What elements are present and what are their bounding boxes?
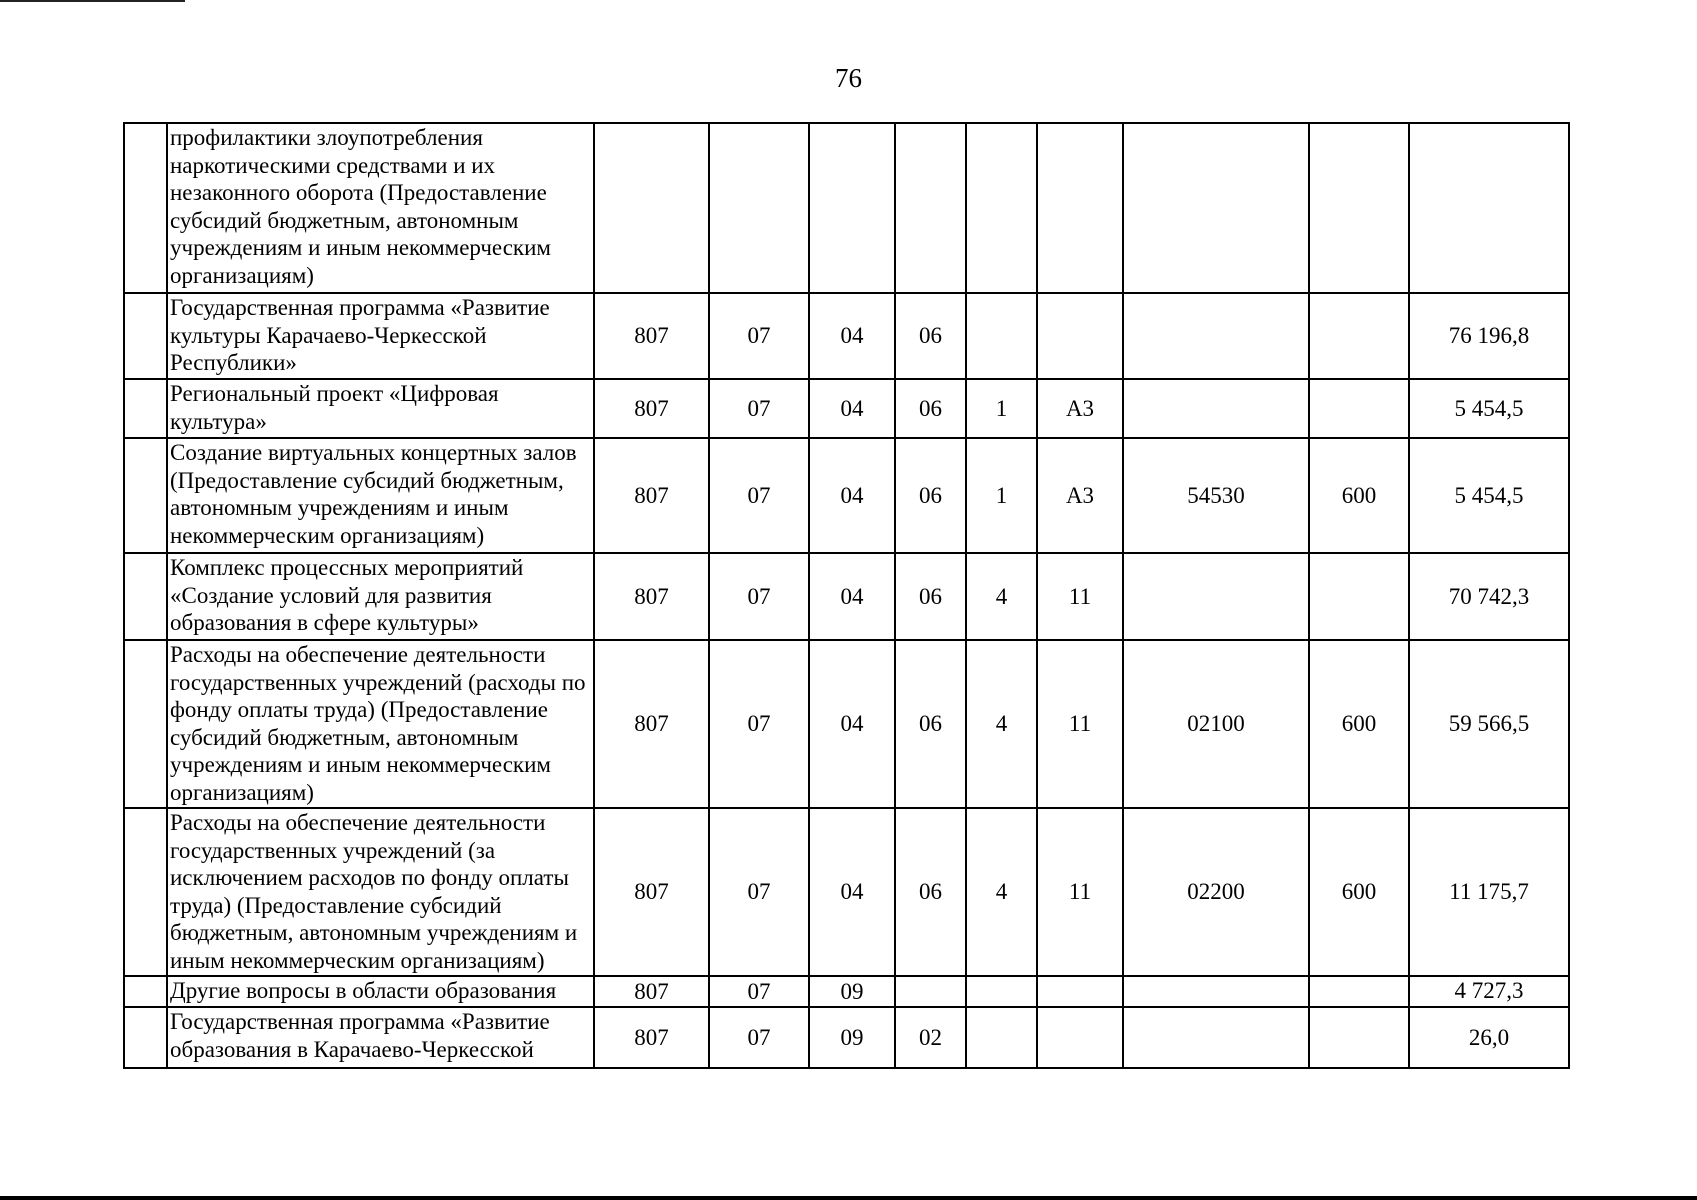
target-code-subprogram [1037, 1007, 1123, 1068]
amount: 59 566,5 [1409, 640, 1569, 808]
target-code-direction [1123, 553, 1309, 640]
section-code [709, 123, 809, 293]
target-code-direction: 02100 [1123, 640, 1309, 808]
subsection-code: 09 [809, 1007, 895, 1068]
ved-code: 807 [594, 553, 709, 640]
row-number-cell [124, 293, 167, 379]
expense-type-code: 600 [1309, 808, 1409, 976]
section-code: 07 [709, 438, 809, 553]
section-code: 07 [709, 808, 809, 976]
expense-type-code [1309, 379, 1409, 438]
top-edge-line [0, 0, 185, 2]
expense-type-code [1309, 1007, 1409, 1068]
ved-code: 807 [594, 640, 709, 808]
target-code-type: 1 [966, 438, 1037, 553]
target-code-type: 1 [966, 379, 1037, 438]
target-code-program: 06 [895, 293, 966, 379]
subsection-code: 09 [809, 976, 895, 1007]
page-number: 76 [835, 63, 862, 93]
table-row [124, 1007, 1569, 1068]
target-code-program: 06 [895, 379, 966, 438]
target-code-program [895, 123, 966, 293]
target-code-subprogram [1037, 123, 1123, 293]
ved-code: 807 [594, 976, 709, 1007]
ved-code: 807 [594, 808, 709, 976]
expense-type-code [1309, 553, 1409, 640]
item-name: Региональный проект «Цифровая культура» [167, 379, 594, 438]
row-number-cell [124, 438, 167, 553]
row-number-cell [124, 1007, 167, 1068]
subsection-code: 04 [809, 808, 895, 976]
section-code: 07 [709, 293, 809, 379]
item-name: Государственная программа «Развитие культуры Карачаево-Черкесской Республики» [167, 293, 594, 379]
amount: 70 742,3 [1409, 553, 1569, 640]
target-code-type: 4 [966, 640, 1037, 808]
amount: 5 454,5 [1409, 379, 1569, 438]
row-number-cell [124, 553, 167, 640]
section-code: 07 [709, 640, 809, 808]
table-row [124, 123, 1569, 293]
table-row [124, 640, 1569, 808]
target-code-program: 06 [895, 808, 966, 976]
section-code: 07 [709, 553, 809, 640]
item-name: Другие вопросы в области образования [167, 976, 594, 1007]
target-code-subprogram: 11 [1037, 640, 1123, 808]
table-row [124, 553, 1569, 640]
amount: 5 454,5 [1409, 438, 1569, 553]
expense-type-code [1309, 123, 1409, 293]
row-number-cell [124, 976, 167, 1007]
target-code-subprogram: 11 [1037, 808, 1123, 976]
target-code-type [966, 976, 1037, 1007]
target-code-subprogram [1037, 293, 1123, 379]
table-row [124, 379, 1569, 438]
section-code: 07 [709, 976, 809, 1007]
target-code-direction [1123, 293, 1309, 379]
target-code-program: 02 [895, 1007, 966, 1068]
row-number-cell [124, 808, 167, 976]
target-code-direction: 02200 [1123, 808, 1309, 976]
target-code-type [966, 1007, 1037, 1068]
ved-code: 807 [594, 293, 709, 379]
section-code: 07 [709, 1007, 809, 1068]
target-code-type [966, 293, 1037, 379]
subsection-code [809, 123, 895, 293]
table-row [124, 293, 1569, 379]
target-code-subprogram: А3 [1037, 379, 1123, 438]
target-code-direction [1123, 1007, 1309, 1068]
item-name: Комплекс процессных мероприятий «Создание условий для развития образования в сфере культуры» [167, 553, 594, 640]
subsection-code: 04 [809, 438, 895, 553]
bottom-edge-bar [0, 1196, 1697, 1200]
item-name: Создание виртуальных концертных залов (Предоставление субсидий бюджетным, автономным учреждениям и иным некоммерческим организациям) [167, 438, 594, 553]
amount: 26,0 [1409, 1007, 1569, 1068]
item-name: профилактики злоупотребления наркотическими средствами и их незаконного оборота (Предоставление субсидий бюджетным, автономным учреждениям и иным некоммерческим организациям) [167, 123, 594, 293]
item-name: Расходы на обеспечение деятельности государственных учреждений (за исключением расходов по фонду оплаты труда) (Предоставление субсидий бюджетным, автономным учреждениям и иным некоммерческим организациям) [167, 808, 594, 976]
item-name: Государственная программа «Развитие образования в Карачаево-Черкесской [167, 1007, 594, 1068]
table-row [124, 808, 1569, 976]
target-code-program: 06 [895, 553, 966, 640]
table-row [124, 438, 1569, 553]
ved-code: 807 [594, 1007, 709, 1068]
ved-code [594, 123, 709, 293]
ved-code: 807 [594, 438, 709, 553]
target-code-program [895, 976, 966, 1007]
subsection-code: 04 [809, 379, 895, 438]
table-row [124, 976, 1569, 1007]
section-code: 07 [709, 379, 809, 438]
target-code-type: 4 [966, 808, 1037, 976]
ved-code: 807 [594, 379, 709, 438]
row-number-cell [124, 379, 167, 438]
target-code-program: 06 [895, 640, 966, 808]
target-code-subprogram: 11 [1037, 553, 1123, 640]
expense-type-code: 600 [1309, 438, 1409, 553]
subsection-code: 04 [809, 293, 895, 379]
amount [1409, 123, 1569, 293]
target-code-program: 06 [895, 438, 966, 553]
target-code-type [966, 123, 1037, 293]
row-number-cell [124, 640, 167, 808]
target-code-subprogram [1037, 976, 1123, 1007]
target-code-type: 4 [966, 553, 1037, 640]
target-code-subprogram: А3 [1037, 438, 1123, 553]
amount: 76 196,8 [1409, 293, 1569, 379]
row-number-cell [124, 123, 167, 293]
item-name: Расходы на обеспечение деятельности государственных учреждений (расходы по фонду оплаты труда) (Предоставление субсидий бюджетным, автономным учреждениям и иным некоммерческим организациям) [167, 640, 594, 808]
expense-type-code [1309, 976, 1409, 1007]
amount: 11 175,7 [1409, 808, 1569, 976]
expense-type-code: 600 [1309, 640, 1409, 808]
amount: 4 727,3 [1409, 976, 1569, 1007]
subsection-code: 04 [809, 553, 895, 640]
target-code-direction [1123, 976, 1309, 1007]
target-code-direction [1123, 123, 1309, 293]
budget-table [123, 122, 1570, 1069]
target-code-direction: 54530 [1123, 438, 1309, 553]
subsection-code: 04 [809, 640, 895, 808]
target-code-direction [1123, 379, 1309, 438]
expense-type-code [1309, 293, 1409, 379]
